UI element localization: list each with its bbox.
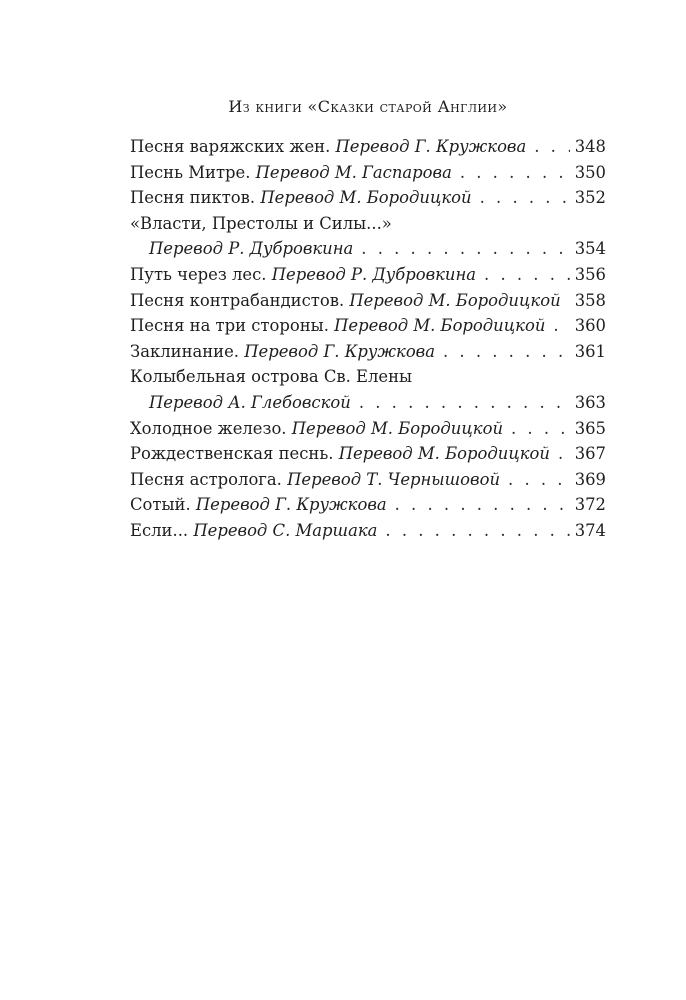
dot-leader xyxy=(534,134,569,160)
toc-entry xyxy=(130,185,606,211)
entry-translator: Перевод М. Бородицкой xyxy=(291,418,504,438)
entry-translator: Перевод М. Гаспарова xyxy=(255,162,452,182)
entry-title: «Власти, Престолы и Силы...» xyxy=(130,213,392,233)
dot-leader xyxy=(443,339,570,365)
entry-title: Песня пиктов. xyxy=(130,188,256,208)
entry-page-number: 352 xyxy=(574,188,606,208)
entry-title: Холодное железо. xyxy=(130,418,287,438)
entry-translator: Перевод М. Бородицкой xyxy=(338,444,550,464)
toc-entry xyxy=(130,160,606,186)
table-of-contents xyxy=(130,134,606,544)
dot-leader xyxy=(395,492,570,518)
entry-translator: Перевод С. Маршака xyxy=(193,520,378,540)
entry-translator: Перевод Г. Кружкова xyxy=(195,495,387,515)
entry-page-number: 350 xyxy=(574,162,606,182)
dot-leader xyxy=(558,441,570,467)
entry-page-number: 358 xyxy=(574,290,606,310)
entry-title: Песня на три стороны. xyxy=(130,316,329,336)
entry-page-number: 348 xyxy=(574,137,606,156)
toc-entry xyxy=(130,492,606,518)
entry-title: Колыбельная острова Св. Елены xyxy=(130,367,413,387)
entry-title: Путь через лес. xyxy=(130,264,267,284)
entry-translator: Перевод Г. Кружкова xyxy=(244,341,435,361)
entry-translator: Перевод М. Бородицкой xyxy=(334,316,546,336)
entry-page-number: 360 xyxy=(574,316,606,336)
toc-entry xyxy=(130,416,606,442)
entry-translator: Перевод М. Бородицкой xyxy=(260,188,472,208)
toc-entry xyxy=(130,288,606,314)
entry-page-number: 365 xyxy=(574,418,606,438)
entry-title: Песня астролога. xyxy=(130,469,282,489)
entry-title: Рождественская песнь. xyxy=(130,444,334,464)
dot-leader xyxy=(511,416,570,442)
entry-title: Песнь Митре. xyxy=(130,162,251,182)
dot-leader xyxy=(385,518,569,544)
entry-page-number: 372 xyxy=(574,495,606,515)
dot-leader xyxy=(361,236,569,262)
entry-translator: Перевод А. Глебовской xyxy=(149,392,351,412)
dot-leader xyxy=(460,160,570,186)
dot-leader xyxy=(553,313,569,339)
dot-leader xyxy=(359,390,570,416)
entry-title: Песня контрабандистов. xyxy=(130,290,345,310)
dot-leader xyxy=(480,185,570,211)
entry-page-number: 361 xyxy=(574,341,606,361)
section-heading: Из книги «Сказки старой Англии» xyxy=(228,97,508,116)
entry-translator: Перевод Т. Чернышовой xyxy=(287,469,501,489)
entry-translator: Перевод Р. Дубровкина xyxy=(149,239,354,259)
toc-entry xyxy=(130,339,606,365)
toc-entry xyxy=(130,211,606,262)
entry-page-number: 374 xyxy=(574,520,606,540)
toc-entry xyxy=(130,467,606,493)
toc-entry xyxy=(130,134,606,160)
entry-translator: Перевод Р. Дубровкина xyxy=(271,264,477,284)
entry-page-number: 367 xyxy=(574,444,606,464)
toc-entry xyxy=(130,518,606,544)
entry-title: Заклинание. xyxy=(130,341,240,361)
toc-entry xyxy=(130,364,606,415)
entry-title: Сотый. xyxy=(130,495,191,515)
dot-leader xyxy=(508,467,570,493)
toc-entry xyxy=(130,441,606,467)
dot-leader xyxy=(484,262,570,288)
entry-page-number: 354 xyxy=(574,239,606,259)
entry-page-number: 369 xyxy=(574,469,606,489)
entry-page-number: 356 xyxy=(574,264,606,284)
toc-entry xyxy=(130,262,606,288)
dot-leader xyxy=(569,288,570,314)
entry-title: Если... xyxy=(130,520,189,540)
entry-page-number: 363 xyxy=(574,392,606,412)
toc-entry xyxy=(130,313,606,339)
entry-translator: Перевод Г. Кружкова xyxy=(335,137,527,156)
entry-translator: Перевод М. Бородицкой xyxy=(349,290,561,310)
entry-title: Песня варяжских жен. xyxy=(130,137,331,156)
